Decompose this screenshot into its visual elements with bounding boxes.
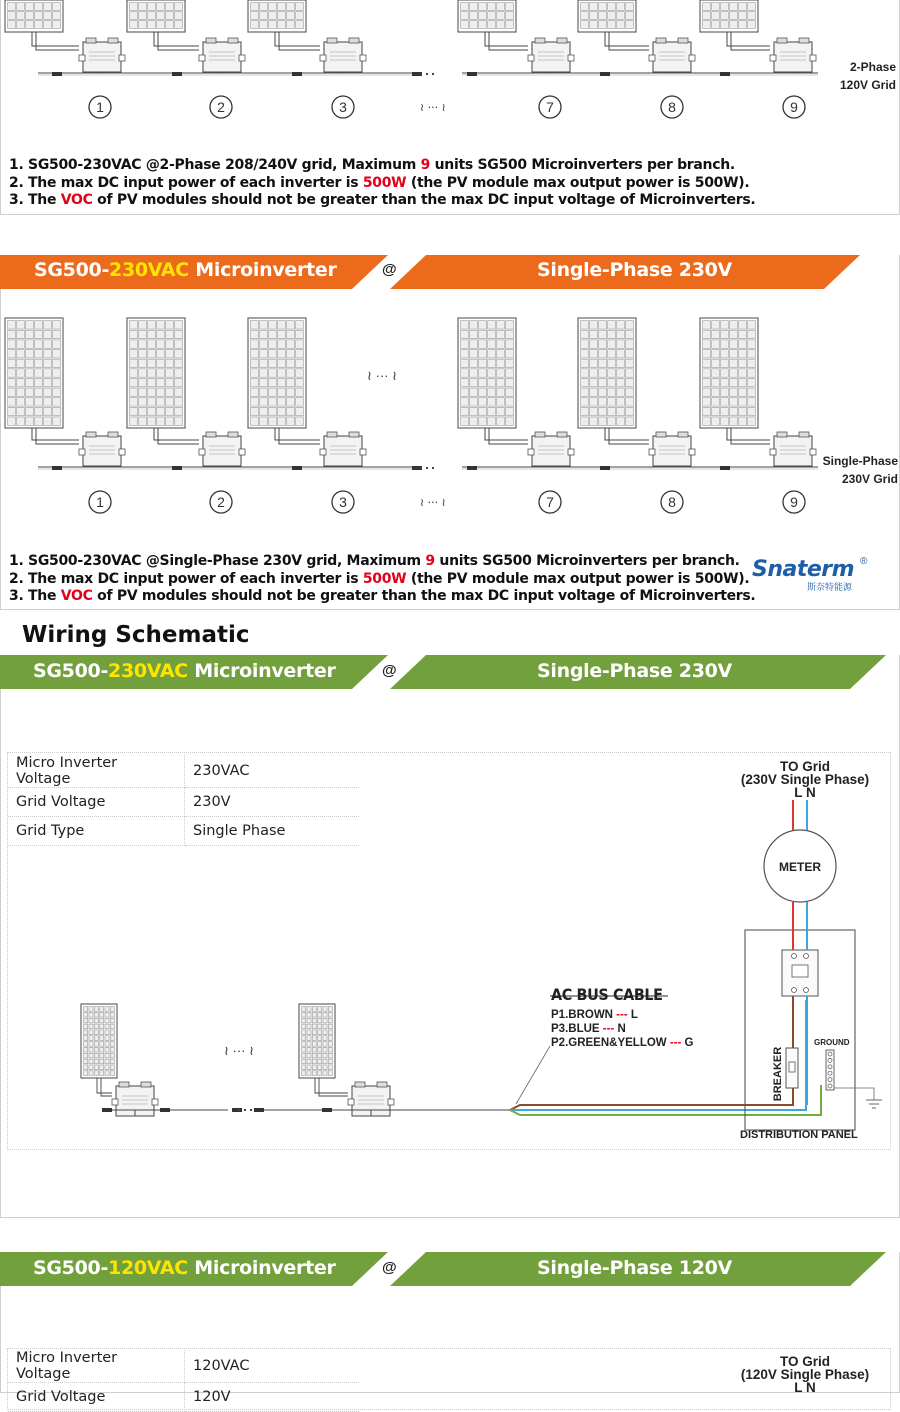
microinverter	[528, 432, 574, 466]
unit-number	[332, 96, 354, 118]
ground-bar	[826, 1050, 882, 1108]
wiring-title: Wiring Schematic	[22, 622, 250, 648]
solar-panel	[458, 0, 516, 32]
svg-text:7: 7	[546, 494, 554, 510]
spec-table-120	[8, 1350, 359, 1412]
wiring-120-banner-at: @	[382, 1259, 397, 1276]
wiring-diagram	[0, 750, 900, 1150]
ac-connector	[720, 466, 730, 470]
microinverter	[320, 432, 366, 466]
brand-reg: ®	[860, 556, 868, 567]
ac-connector	[292, 466, 302, 470]
cable-line: P3.BLUE --- N	[551, 1023, 626, 1035]
solar-panel	[127, 0, 185, 32]
cable-line: P1.BROWN --- L	[551, 1009, 638, 1021]
meter-label: METER	[779, 860, 821, 874]
unit-number	[89, 491, 111, 513]
microinverter	[649, 432, 695, 466]
ac-connector	[254, 1108, 264, 1112]
wiring-banner-at: @	[382, 662, 397, 679]
cable-list	[551, 1008, 694, 1050]
to-grid-120-label: TO Grid (120V Single Phase) L N	[740, 1354, 870, 1395]
cable-line: P2.GREEN&YELLOW --- G	[551, 1037, 694, 1049]
svg-text:3: 3	[339, 494, 347, 510]
single-phase-diagram	[0, 300, 900, 530]
wiring-banner-grid: Single-Phase 230V	[537, 660, 732, 682]
ac-bus-label: AC BUS CABLE	[551, 985, 663, 1004]
note-line: 1. SG500-230VAC @Single-Phase 230V grid, Maximum 9 units SG500 Microinverters per branch.	[9, 553, 740, 569]
ac-connector	[172, 466, 182, 470]
brand-logo	[752, 558, 872, 592]
unit-number	[210, 96, 232, 118]
svg-text:1: 1	[96, 99, 104, 115]
ac-connector	[172, 72, 182, 76]
unit-number	[539, 96, 561, 118]
svg-text:2: 2	[217, 494, 225, 510]
note-line: 2. The max DC input power of each inverter is 500W (the PV module max output power is 500W).	[9, 570, 750, 587]
ac-connector	[232, 1108, 242, 1112]
ellipsis: ≀ ··· ≀	[420, 101, 446, 114]
wiring-banner-model: SG500-230VAC Microinverter	[33, 660, 336, 682]
solar-panel	[248, 318, 306, 428]
single-phase-ellipsis: ≀ ··· ≀	[367, 368, 397, 383]
two-phase-grid-label: 2-Phase 120V Grid	[839, 60, 896, 92]
solar-panel	[578, 0, 636, 32]
ground-label: GROUND	[814, 1038, 850, 1047]
ac-connector	[720, 72, 730, 76]
spec-row: Micro Inverter Voltage 120VAC	[8, 1350, 359, 1383]
solar-panel	[578, 318, 636, 428]
note-line: 3. The VOC of PV modules should not be greater than the max DC input voltage of Microinverters.	[9, 588, 756, 604]
microinverter	[528, 38, 574, 72]
brand-name: Snaterm	[752, 557, 855, 582]
unit-number	[783, 491, 805, 513]
unit-number	[89, 96, 111, 118]
spec-row: Grid Type Single Phase	[8, 817, 359, 846]
ac-connector	[102, 1108, 112, 1112]
breaker-label: BREAKER	[772, 1046, 784, 1102]
ac-connector	[600, 466, 610, 470]
ac-connector	[467, 72, 477, 76]
svg-text:3: 3	[339, 99, 347, 115]
solar-panel	[299, 1004, 335, 1078]
microinverter	[649, 38, 695, 72]
to-grid-label: TO Grid (230V Single Phase) L N	[740, 759, 870, 800]
unit-number	[661, 96, 683, 118]
solar-panel	[5, 318, 63, 428]
microinverter	[199, 38, 245, 72]
spec-row: Grid Voltage 120V	[8, 1383, 359, 1412]
unit-number	[332, 491, 354, 513]
solar-panel	[700, 318, 758, 428]
microinverter	[79, 432, 125, 466]
solar-panel	[127, 318, 185, 428]
ac-connector	[160, 1108, 170, 1112]
spec-row: Micro Inverter Voltage 230VAC	[8, 755, 359, 788]
microinverter	[79, 38, 125, 72]
distribution-panel-label: DISTRIBUTION PANEL	[740, 1129, 858, 1141]
wiring-120-banner-grid: Single-Phase 120V	[537, 1257, 732, 1279]
breaker	[786, 1048, 798, 1088]
solar-panel	[5, 0, 63, 32]
microinverter	[320, 38, 366, 72]
single-phase-banner-grid: Single-Phase 230V	[537, 259, 732, 281]
solar-panel	[81, 1004, 117, 1078]
svg-text:2: 2	[217, 99, 225, 115]
microinverter	[770, 38, 816, 72]
note-line: 3. The VOC of PV modules should not be greater than the max DC input voltage of Microinverters.	[9, 192, 756, 208]
single-phase-notes	[9, 553, 755, 606]
svg-text:9: 9	[790, 99, 798, 115]
note-line: 2. The max DC input power of each inverter is 500W (the PV module max output power is 500W).	[9, 174, 750, 191]
ac-connector	[52, 466, 62, 470]
solar-panel	[248, 0, 306, 32]
svg-text:7: 7	[546, 99, 554, 115]
wiring-ellipsis: ≀ ··· ≀	[224, 1043, 254, 1058]
unit-number	[539, 491, 561, 513]
ac-connector	[600, 72, 610, 76]
two-phase-diagram	[0, 0, 900, 130]
wiring-120-banner-model: SG500-120VAC Microinverter	[33, 1257, 336, 1279]
spec-row: Grid Voltage 230V	[8, 788, 359, 817]
svg-text:9: 9	[790, 494, 798, 510]
solar-panel	[458, 318, 516, 428]
unit-number	[783, 96, 805, 118]
note-line: 1. SG500-230VAC @2-Phase 208/240V grid, Maximum 9 units SG500 Microinverters per branch.	[9, 157, 735, 173]
solar-panel	[700, 0, 758, 32]
ellipsis: ≀ ··· ≀	[420, 496, 446, 509]
single-phase-banner-model: SG500-230VAC Microinverter	[34, 259, 337, 281]
microinverter	[770, 432, 816, 466]
unit-number	[661, 491, 683, 513]
svg-text:8: 8	[668, 99, 676, 115]
brand-sub: 斯奈特能源	[807, 582, 853, 592]
ac-connector	[467, 466, 477, 470]
svg-text:8: 8	[668, 494, 676, 510]
svg-text:1: 1	[96, 494, 104, 510]
single-phase-grid-label: Single-Phase 230V Grid	[822, 454, 898, 486]
ac-connector	[322, 1108, 332, 1112]
two-phase-notes	[9, 157, 755, 210]
unit-number	[210, 491, 232, 513]
single-phase-banner-at: @	[382, 261, 397, 278]
main-switch	[782, 950, 818, 996]
ac-connector	[52, 72, 62, 76]
ac-connector	[292, 72, 302, 76]
microinverter	[199, 432, 245, 466]
